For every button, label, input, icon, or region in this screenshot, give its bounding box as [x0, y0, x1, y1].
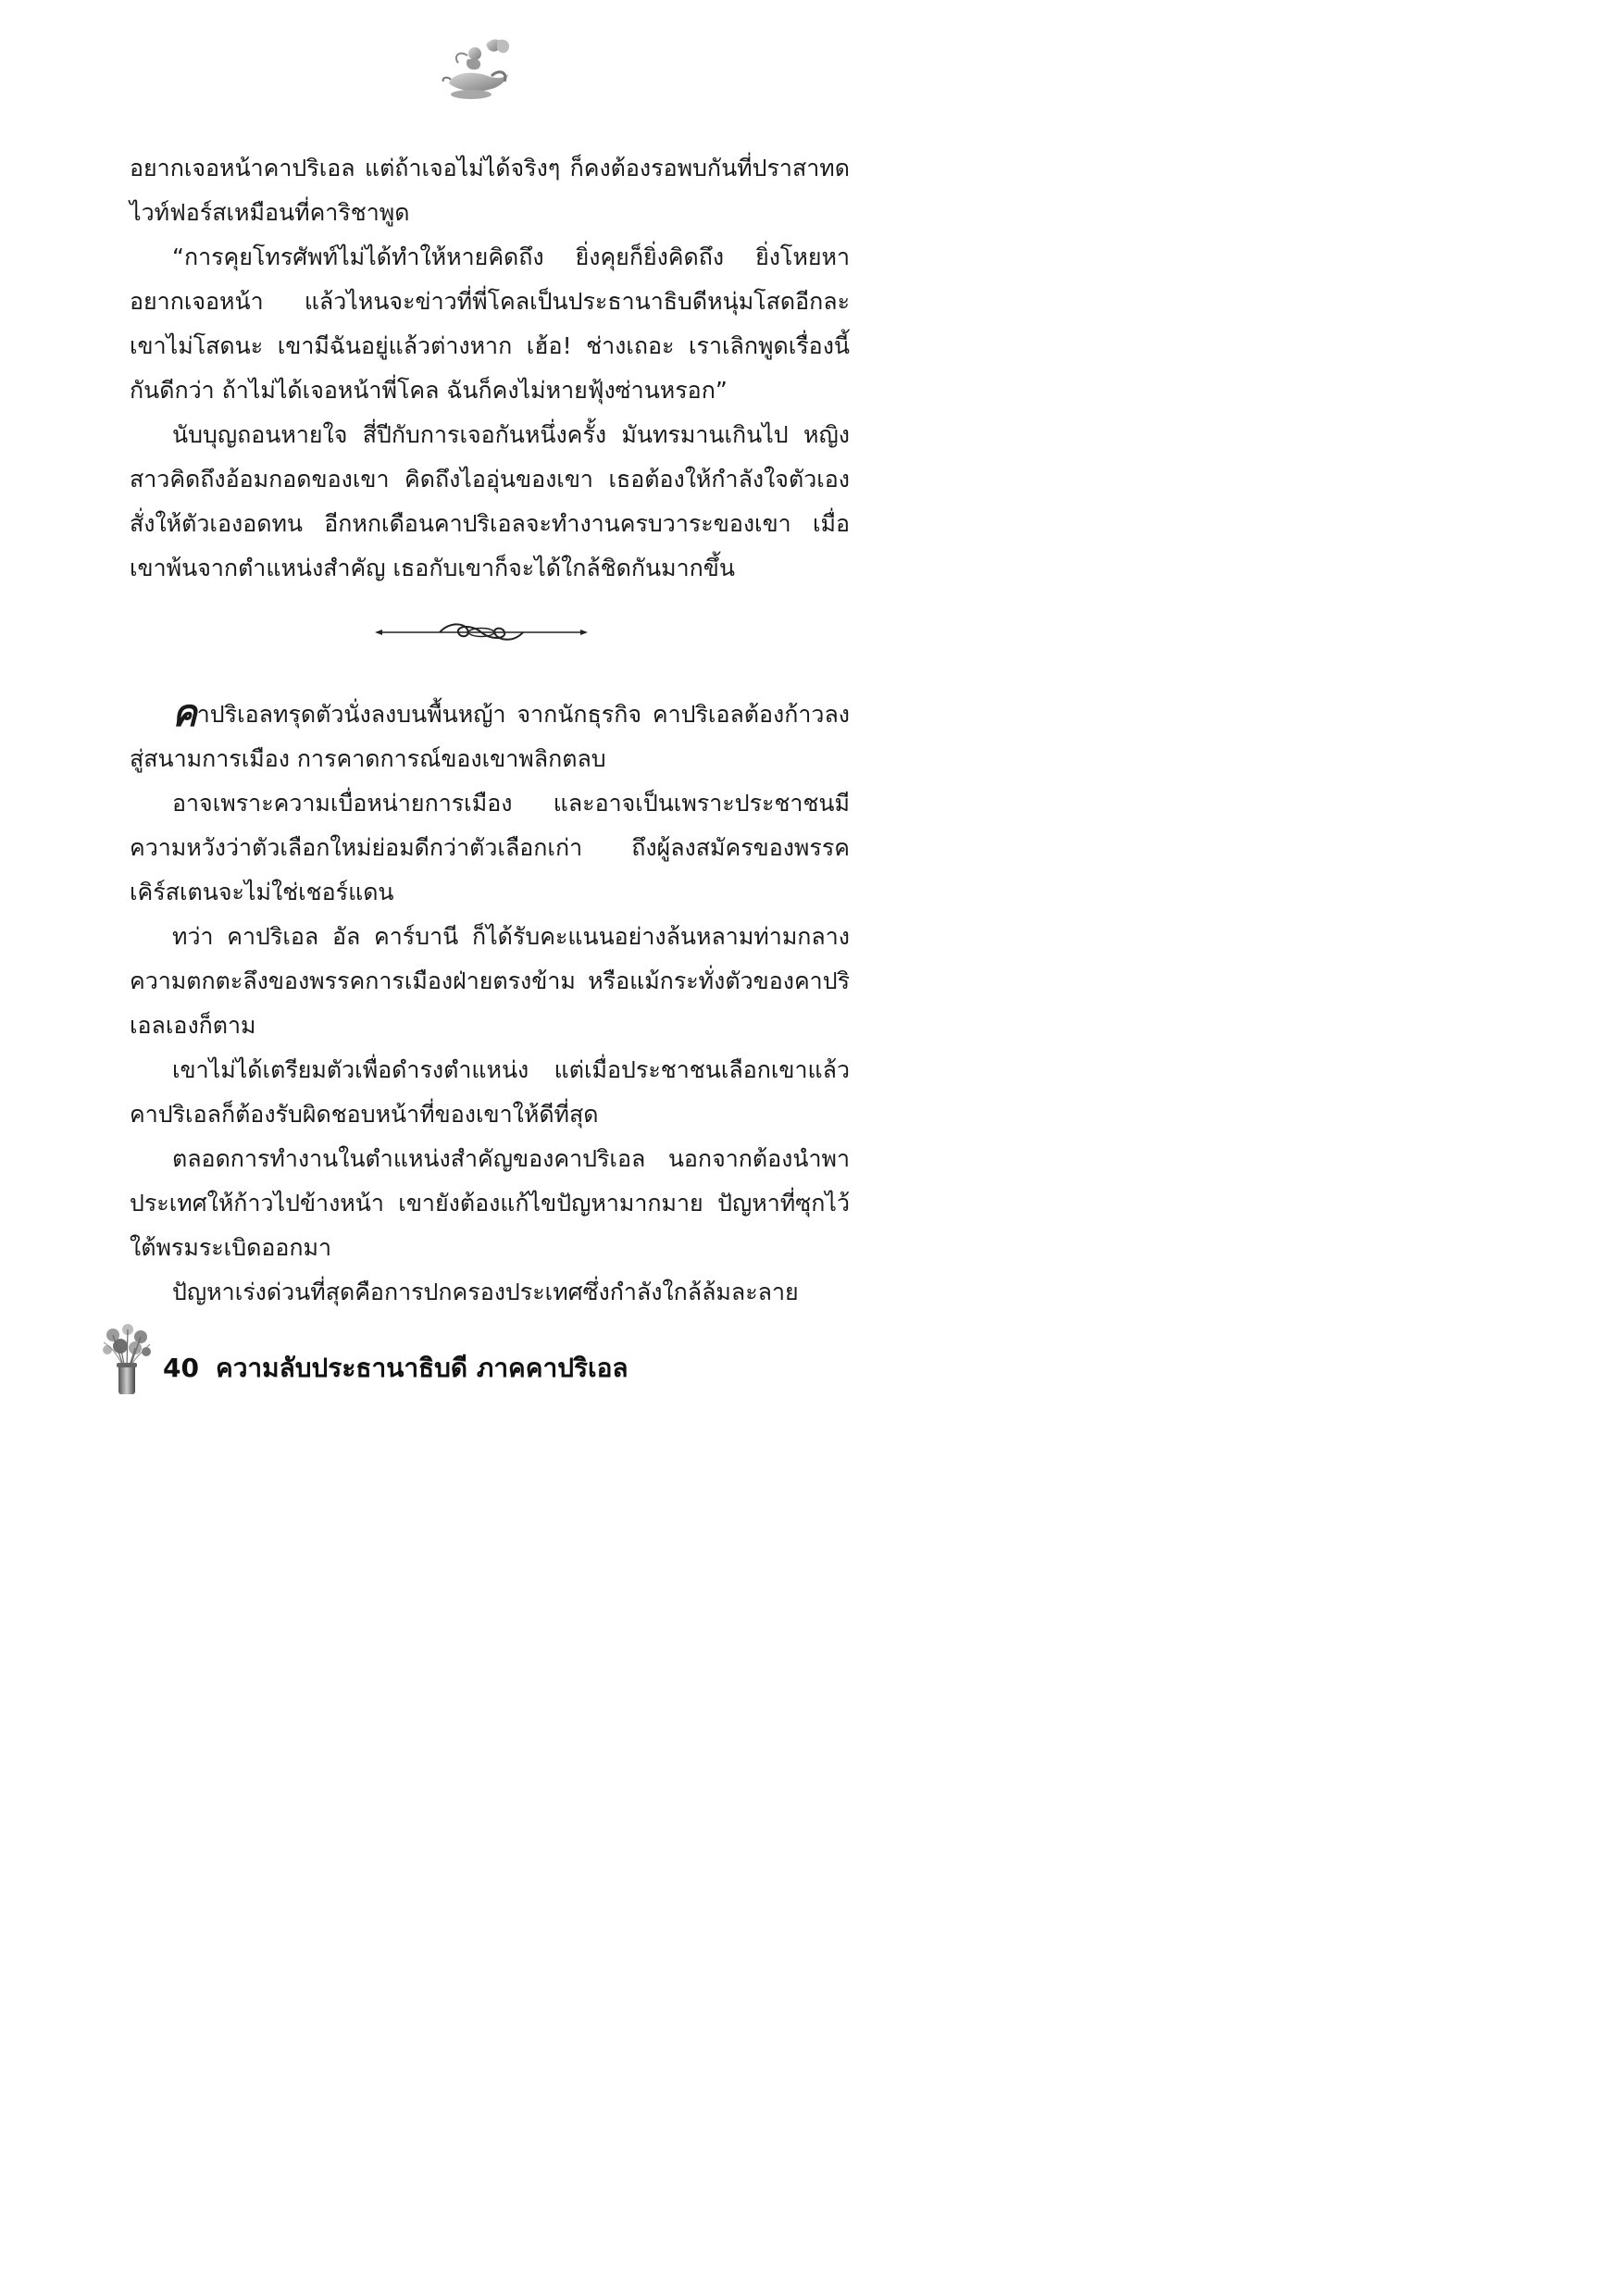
- drop-cap: ค: [172, 693, 197, 735]
- page-footer: [100, 1322, 748, 1396]
- paragraph: นับบุญถอนหายใจ สี่ปีกับการเจอกันหนึ่งครั้ง มันทรมานเกินไป หญิงสาวคิดถึงอ้อมกอดของเขา คิดถึงไออุ่นของเขา เธอต้องให้กำลังใจตัวเอง สั่งให้ตัวเองอดทน อีกหกเดือนคาปริเอลจะทำงานครบวาระของเขา เมื่อเขาพ้นจากตำแหน่งสำคัญ เธอกับเขาก็จะได้ใกล้ชิดกันมากขึ้น: [130, 421, 850, 581]
- paragraph-dropcap: [130, 693, 850, 781]
- cupid-teapot-ornament-icon: [440, 35, 514, 105]
- paragraph: ปัญหาเร่งด่วนที่สุดคือการปกครองประเทศซึ่งกำลังใกล้ล้มละลาย: [172, 1279, 799, 1305]
- paragraph: เขาไม่ได้เตรียมตัวเพื่อดำรงตำแหน่ง แต่เมื่อประชาชนเลือกเขาแล้ว คาปริเอลก็ต้องรับผิดชอบหน้าที่ของเขาให้ดีที่สุด: [130, 1056, 850, 1128]
- paragraph-text: าปริเอลทรุดตัวนั่งลงบนพื้นหญ้า จากนักธุรกิจ คาปริเอลต้องก้าวลงสู่สนามการเมือง การคาดการณ์ของเขาพลิกตลบ: [130, 701, 850, 772]
- paragraph: “การคุยโทรศัพท์ไม่ได้ทำให้หายคิดถึง ยิ่งคุยก็ยิ่งคิดถึง ยิ่งโหยหาอยากเจอหน้า แล้วไหนจะข่าวที่พี่โคลเป็นประธานาธิบดีหนุ่มโสดอีกละ เขาไม่โสดนะ เขามีฉันอยู่แล้วต่างหาก เฮ้อ! ช่างเถอะ เราเลิกพูดเรื่องนี้กันดีกว่า ถ้าไม่ได้เจอหน้าพี่โคล ฉันก็คงไม่หายฟุ้งซ่านหรอก”: [130, 243, 850, 404]
- paragraph: อาจเพราะความเบื่อหน่ายการเมือง และอาจเป็นเพราะประชาชนมีความหวังว่าตัวเลือกใหม่ย่อมดีกว่าตัวเลือกเก่า ถึงผู้ลงสมัครของพรรคเคิร์สเตนจะไม่ใช่เชอร์แดน: [130, 790, 850, 905]
- paragraph: ทว่า คาปริเอล อัล คาร์บานี ก็ได้รับคะแนนอย่างล้นหลามท่ามกลางความตกตะลึงของพรรคการเมืองฝ่ายตรงข้าม หรือแม้กระทั่งตัวของคาปริเอลเองก็ตาม: [130, 923, 850, 1039]
- section-separator: [130, 591, 850, 693]
- book-title: ความลับประธานาธิบดี ภาคคาปริเอล: [215, 1353, 629, 1383]
- paragraph: อยากเจอหน้าคาปริเอล แต่ถ้าเจอไม่ได้จริงๆ ก็คงต้องรอพบกันที่ปราสาทดไวท์ฟอร์สเหมือนที่คาริชาพูด: [130, 155, 850, 226]
- paragraph: ตลอดการทำงานในตำแหน่งสำคัญของคาปริเอล นอกจากต้องนำพาประเทศให้ก้าวไปข้างหน้า เขายังต้องแก้ไขปัญหามากมาย ปัญหาที่ซุกไว้ใต้พรมระเบิดออกมา: [130, 1145, 850, 1261]
- flower-vase-icon: [100, 1322, 154, 1396]
- chapter-body: [130, 146, 850, 1315]
- page-number: 40: [163, 1353, 199, 1383]
- footer-text: [163, 1352, 645, 1385]
- flourish-divider-icon: [375, 618, 588, 646]
- book-page: [0, 0, 1018, 1445]
